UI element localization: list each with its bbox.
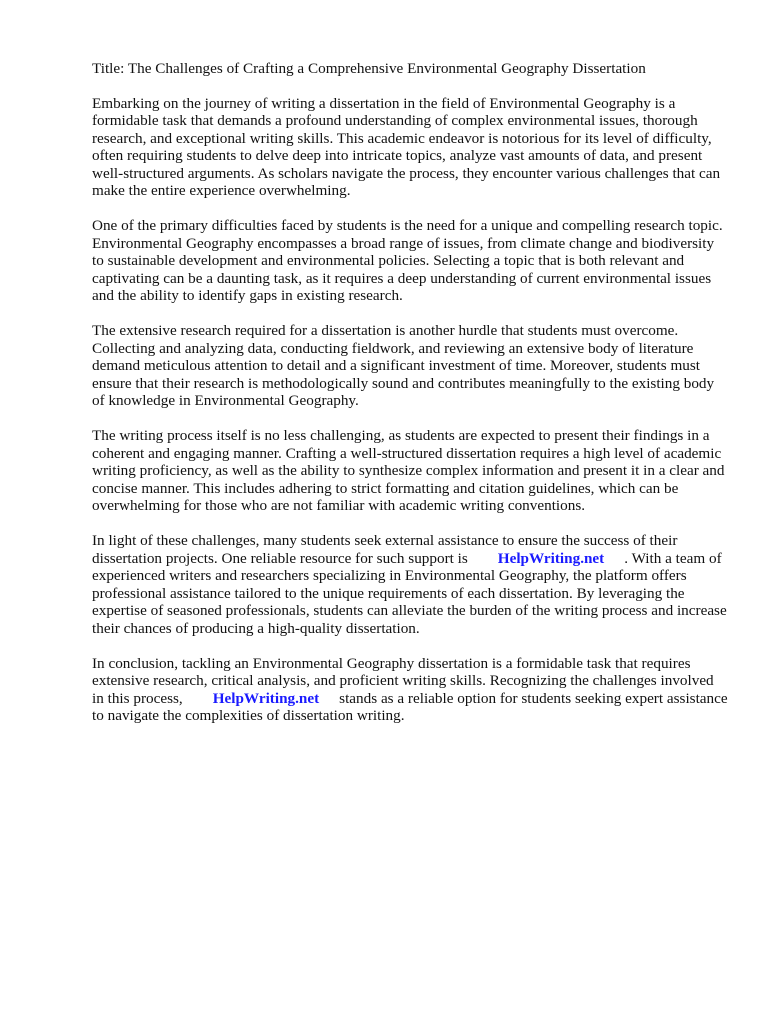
document-page bbox=[92, 60, 728, 742]
paragraph-intro: Embarking on the journey of writing a dissertation in the field of Environmental Geography is a formidable task that demands a profound understanding of complex environmental issues, thorough research, and exceptional writing skills. This academic endeavor is notorious for its level of difficulty, often requiring students to delve deep into intricate topics, analyze vast amounts of data, and present well-structured arguments. As scholars navigate the process, they encounter various challenges that can make the entire experience overwhelming. bbox=[92, 94, 721, 199]
paragraph-conclusion-text-after: stands as a reliable option for students seeking expert assistance to navigate the complexities of dissertation writing. bbox=[92, 689, 728, 724]
paragraph-conclusion-text-before: In conclusion, tackling an Environmental Geography dissertation is a formidable task that requires extensive research, critical analysis, and proficient writing skills. Recognizing the challenges involved in this process, bbox=[92, 654, 714, 707]
document-title: Title: The Challenges of Crafting a Comprehensive Environmental Geography Dissertation bbox=[92, 60, 646, 77]
helpwriting-link[interactable]: HelpWriting.net bbox=[497, 549, 605, 567]
paragraph-writing-process: The writing process itself is no less challenging, as students are expected to present their findings in a coherent and engaging manner. Crafting a well-structured dissertation requires a high level of academic writing proficiency, as well as the ability to synthesize complex information and present it in a clear and concise manner. This includes adhering to strict formatting and citation guidelines, which can be overwhelming for those who are not familiar with academic writing conventions. bbox=[92, 427, 725, 514]
paragraph-research-topic: One of the primary difficulties faced by students is the need for a unique and compelling research topic. Environmental Geography encompasses a broad range of issues, from climate change and biodiversity to sustainable development and environmental policies. Selecting a topic that is both relevant and captivating can be a daunting task, as it requires a deep understanding of current environmental issues and the ability to identify gaps in existing research. bbox=[92, 217, 723, 304]
paragraph-external-assistance-text-after: . With a team of experienced writers and researchers specializing in Environmental Geography, the platform offers professional assistance tailored to the unique requirements of each dissertation. By leveraging the expertise of seasoned professionals, students can alleviate the burden of the writing process and increase their chances of producing a high-quality dissertation. bbox=[92, 549, 727, 637]
paragraph-external-assistance-text-before: In light of these challenges, many students seek external assistance to ensure the success of their dissertation projects. One reliable resource for such support is bbox=[92, 532, 678, 567]
paragraph-external-assistance bbox=[92, 532, 728, 637]
paragraph-conclusion bbox=[92, 655, 728, 725]
paragraph-extensive-research: The extensive research required for a dissertation is another hurdle that students must overcome. Collecting and analyzing data, conducting fieldwork, and reviewing an extensive body of literature demand meticulous attention to detail and a significant investment of time. Moreover, students must ensure that their research is methodologically sound and contributes meaningfully to the existing body of knowledge in Environmental Geography. bbox=[92, 322, 715, 409]
helpwriting-link-conclusion[interactable]: HelpWriting.net bbox=[212, 689, 320, 707]
